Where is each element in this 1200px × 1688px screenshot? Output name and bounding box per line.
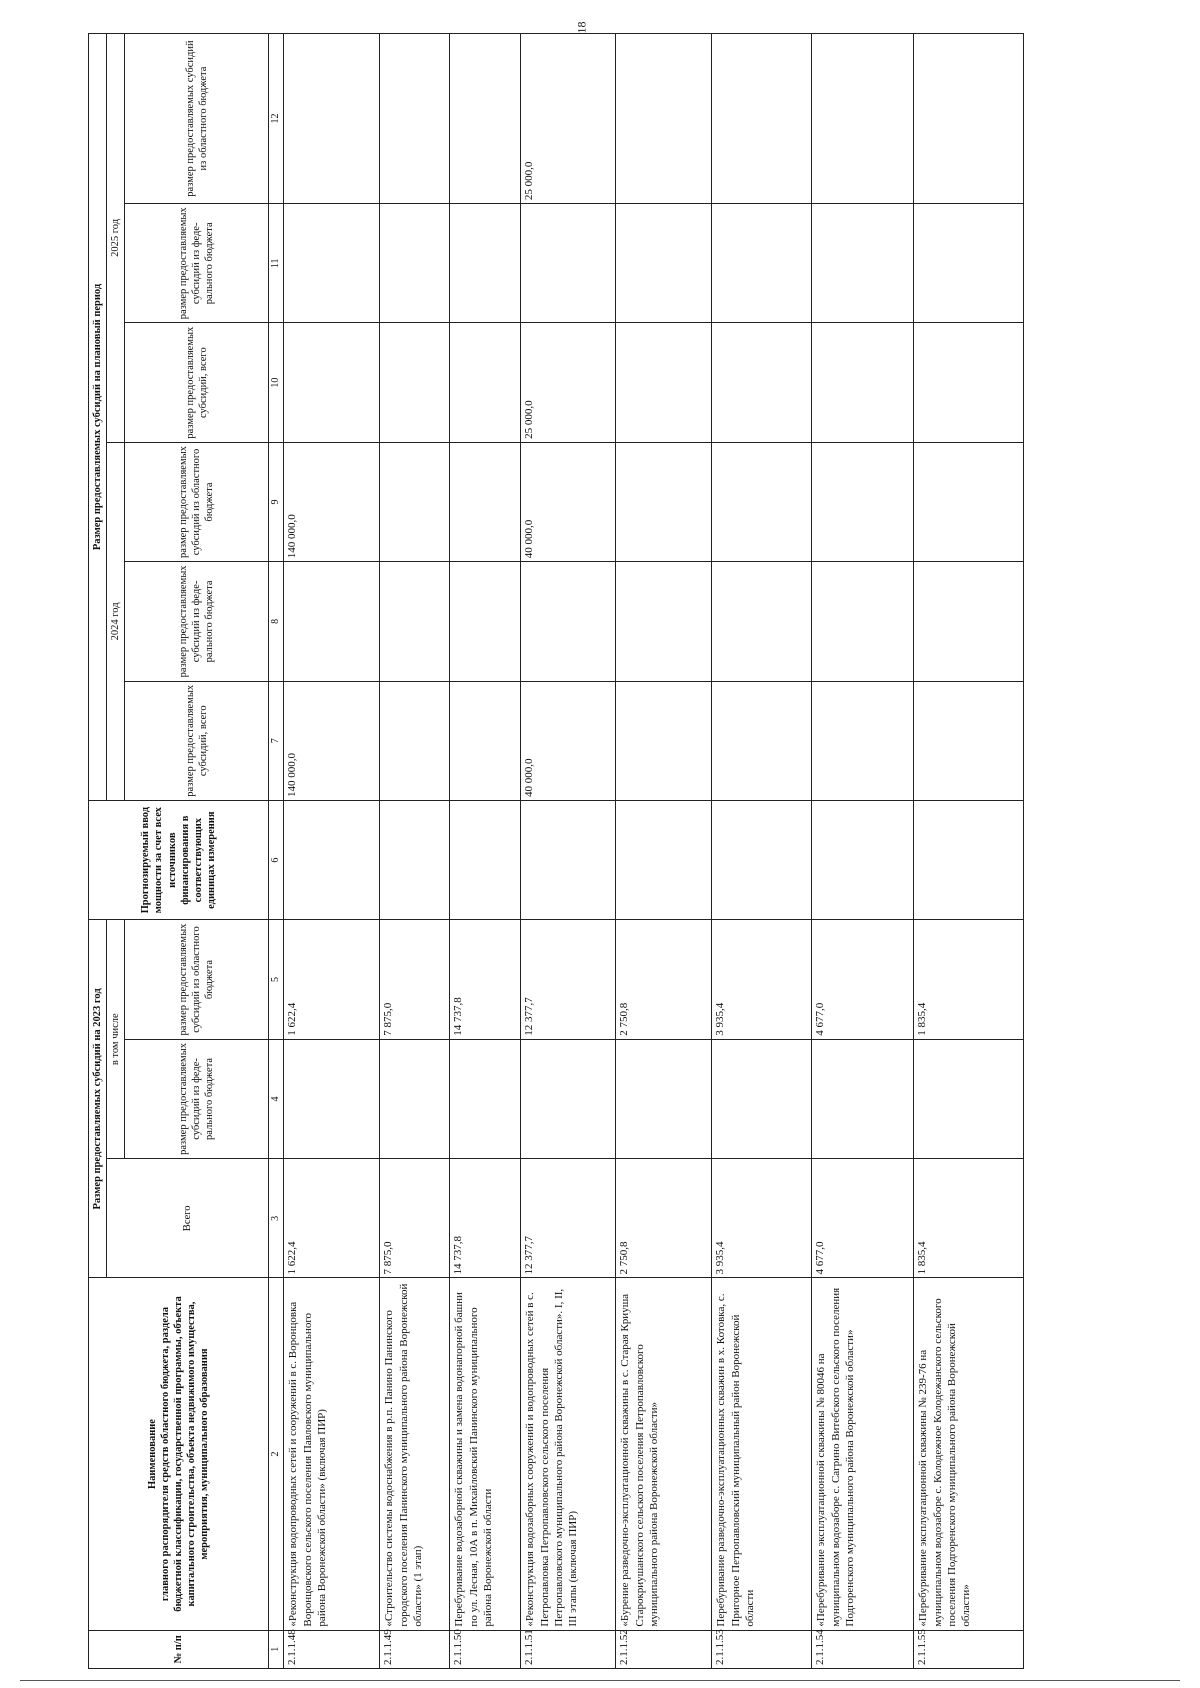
scan-bottom-rule [20, 1680, 1180, 1681]
cell-obl-2023: 1 835,4 [914, 920, 1024, 1039]
cell-fed-2025 [712, 204, 812, 323]
cell-fed-2025 [284, 204, 380, 323]
row-name: «Перебуривание эксплуатационной скважины № 239-76 на муниципальном водозаборе с. Колодежное Колодежанского сельского поселения Подгоренского муниципального района Воронежской области» [914, 1278, 1024, 1630]
header-total-2024 [125, 681, 269, 800]
row-number: 2.1.1.53 [712, 1630, 812, 1668]
row-number: 2.1.1.52 [616, 1630, 712, 1668]
cell-obl-2025: 25 000,0 [521, 34, 616, 204]
cell-fed-2023 [284, 1039, 380, 1158]
cell-fed-2025 [380, 204, 450, 323]
cell-forecast [812, 800, 914, 919]
header-in-that-number [107, 920, 125, 1159]
cell-obl-2023: 2 750,8 [616, 920, 712, 1039]
cell-fed-2025 [616, 204, 712, 323]
cell-obl-2025 [284, 34, 380, 204]
cell-total-2025 [616, 323, 712, 442]
cell-obl-2025 [914, 34, 1024, 204]
row-number: 2.1.1.49 [380, 1630, 450, 1668]
cell-forecast [450, 800, 521, 919]
header-obl-2023-text: размер предоставляемых субсидий из областного бюджета [178, 923, 216, 1036]
header-fed-2025 [125, 204, 269, 323]
cell-fed-2025 [450, 204, 521, 323]
header-plan-text: Размер предоставляемых субсидий на плановый период [92, 283, 103, 551]
table-body [284, 34, 1024, 1669]
cell-total-2024 [914, 681, 1024, 800]
table-row [450, 34, 521, 1669]
header-total-2025-text: размер предоставляемых субсидий, всего [184, 326, 209, 439]
header-obl-2024 [125, 442, 269, 561]
cell-forecast [616, 800, 712, 919]
cell-obl-2025 [616, 34, 712, 204]
cell-obl-2023: 12 377,7 [521, 920, 616, 1039]
col-number: 10 [269, 323, 284, 442]
cell-total-2025: 25 000,0 [521, 323, 616, 442]
header-plan [89, 34, 107, 801]
cell-fed-2023 [521, 1039, 616, 1158]
cell-forecast [284, 800, 380, 919]
header-total [107, 1159, 269, 1278]
cell-obl-2024 [712, 442, 812, 561]
col-number: 3 [269, 1159, 284, 1278]
cell-obl-2024 [812, 442, 914, 561]
header-in-that-number-text: в том числе [110, 1013, 122, 1066]
header-forecast [89, 800, 269, 919]
table-row [616, 34, 712, 1669]
cell-obl-2024 [914, 442, 1024, 561]
header-2023 [89, 920, 107, 1278]
cell-total-2025 [380, 323, 450, 442]
cell-total-2023: 1 622,4 [284, 1159, 380, 1278]
cell-obl-2023: 4 677,0 [812, 920, 914, 1039]
cell-fed-2023 [450, 1039, 521, 1158]
column-number-row [269, 34, 284, 1669]
table-row [284, 34, 380, 1669]
header-fed-2025-text: размер предоставляемых субсидий из феде-рального бюджета [178, 207, 216, 320]
cell-total-2024: 40 000,0 [521, 681, 616, 800]
col-number: 12 [269, 34, 284, 204]
table-row [812, 34, 914, 1669]
row-name: «Перебуривание эксплуатационной скважины № 80046 на муниципальном водозаборе с. Сагрино Витебского сельского поселения Подгоренского муниципального района Воронежской области» [812, 1278, 914, 1630]
cell-total-2025 [712, 323, 812, 442]
cell-total-2025 [914, 323, 1024, 442]
header-2023-text: Размер предоставляемых субсидий на 2023 год [92, 988, 103, 1210]
page-number [567, 20, 597, 34]
header-name-title: Наименование [146, 1419, 158, 1490]
cell-total-2024 [450, 681, 521, 800]
cell-forecast [712, 800, 812, 919]
cell-obl-2025 [450, 34, 521, 204]
table-header [89, 34, 284, 1669]
table-row [914, 34, 1024, 1669]
header-num-text: № п/п [173, 1635, 185, 1664]
cell-total-2023: 3 935,4 [712, 1159, 812, 1278]
cell-total-2025 [450, 323, 521, 442]
cell-obl-2025 [712, 34, 812, 204]
cell-fed-2025 [521, 204, 616, 323]
row-number: 2.1.1.50 [450, 1630, 521, 1668]
header-obl-2024-text: размер предоставляемых субсидий из областного бюджета [178, 446, 216, 558]
cell-total-2024 [712, 681, 812, 800]
table-row [521, 34, 616, 1669]
row-number: 2.1.1.48 [284, 1630, 380, 1668]
cell-fed-2024 [521, 562, 616, 681]
cell-fed-2024 [450, 562, 521, 681]
subsidy-table [88, 33, 1024, 1669]
cell-forecast [914, 800, 1024, 919]
header-obl-2023 [125, 920, 269, 1039]
cell-total-2024: 140 000,0 [284, 681, 380, 800]
cell-obl-2024 [380, 442, 450, 561]
col-number: 7 [269, 681, 284, 800]
row-number: 2.1.1.55 [914, 1630, 1024, 1668]
cell-obl-2024: 140 000,0 [284, 442, 380, 561]
col-number: 9 [269, 442, 284, 561]
cell-total-2023: 2 750,8 [616, 1159, 712, 1278]
cell-obl-2023: 3 935,4 [712, 920, 812, 1039]
cell-forecast [521, 800, 616, 919]
cell-total-2023: 12 377,7 [521, 1159, 616, 1278]
cell-fed-2023 [380, 1039, 450, 1158]
row-name: «Реконструкция водопроводных сетей и сооружений в с. Воронцовка Воронцовского сельского поселения Павловского муниципального района Воронежской области» (включая ПИР) [284, 1278, 380, 1630]
table-row [380, 34, 450, 1669]
rotated-table-wrapper [88, 33, 1133, 1669]
header-name [89, 1278, 269, 1630]
header-name-body: главного распорядителя средств областного бюджета, раздела бюджетной классификации, государственной программы, объекта капитального строительства, объекта недвижимого имущества, мероприятия, муниципального образования [159, 1296, 211, 1612]
header-total-2025 [125, 323, 269, 442]
cell-fed-2023 [616, 1039, 712, 1158]
cell-total-2023: 7 875,0 [380, 1159, 450, 1278]
cell-fed-2024 [284, 562, 380, 681]
col-number: 5 [269, 920, 284, 1039]
cell-fed-2024 [616, 562, 712, 681]
cell-total-2023: 1 835,4 [914, 1159, 1024, 1278]
cell-forecast [380, 800, 450, 919]
row-name: «Реконструкция водозаборных сооружений и водопроводных сетей в с. Петропавловка Петропавловского сельского поселения Петропавловского муниципального района Воронежской области». I, II, III этапы (включая ПИР) [521, 1278, 616, 1630]
header-year-2025 [107, 34, 125, 443]
cell-obl-2025 [380, 34, 450, 204]
col-number: 8 [269, 562, 284, 681]
row-name: «Бурение разведочно-эксплуатационной скважины в с. Старая Криуша Старокриушанского сельского поселения Петропавловского муниципального района Воронежской области» [616, 1278, 712, 1630]
row-number: 2.1.1.54 [812, 1630, 914, 1668]
cell-fed-2025 [812, 204, 914, 323]
cell-obl-2023: 7 875,0 [380, 920, 450, 1039]
header-total-2024-text: размер предоставляемых субсидий, всего [184, 684, 209, 797]
cell-fed-2024 [914, 562, 1024, 681]
cell-fed-2024 [712, 562, 812, 681]
header-fed-2023 [125, 1039, 269, 1158]
header-forecast-text: Прогнозируемый ввод мощности за счет всех источников финансирования в соответствующих единицах измерения [140, 806, 217, 914]
cell-obl-2023: 1 622,4 [284, 920, 380, 1039]
header-year-2025-text: 2025 год [110, 218, 122, 257]
header-fed-2023-text: размер предоставляемых субсидий из феде-рального бюджета [178, 1043, 216, 1155]
header-num [89, 1630, 269, 1668]
cell-obl-2024 [450, 442, 521, 561]
cell-obl-2024 [616, 442, 712, 561]
header-year-2024-text: 2024 год [110, 602, 122, 641]
page-number-text: 18 [574, 21, 589, 34]
cell-total-2024 [380, 681, 450, 800]
row-name: «Строительство системы водоснабжения в р.п. Панино Панинского городского поселения Панинского муниципального района Воронежской области» (1 этап) [380, 1278, 450, 1630]
header-fed-2024-text: размер предоставляемых субсидий из феде-рального бюджета [178, 565, 216, 678]
cell-total-2024 [812, 681, 914, 800]
header-obl-2025 [125, 34, 269, 204]
col-number: 1 [269, 1630, 284, 1668]
cell-total-2024 [616, 681, 712, 800]
cell-fed-2025 [914, 204, 1024, 323]
cell-fed-2023 [914, 1039, 1024, 1158]
col-number: 4 [269, 1039, 284, 1158]
table-row [712, 34, 812, 1669]
cell-obl-2023: 14 737,8 [450, 920, 521, 1039]
cell-total-2023: 14 737,8 [450, 1159, 521, 1278]
col-number: 2 [269, 1278, 284, 1630]
header-fed-2024 [125, 562, 269, 681]
row-name: Перебуривание водозаборной скважины и замена водонапорной башни по ул. Лесная, 10А в п. Михайловский Панинского муниципального района Воронежской области [450, 1278, 521, 1630]
cell-total-2025 [284, 323, 380, 442]
header-year-2024 [107, 442, 125, 800]
cell-obl-2024: 40 000,0 [521, 442, 616, 561]
cell-total-2025 [812, 323, 914, 442]
cell-fed-2023 [812, 1039, 914, 1158]
col-number: 6 [269, 800, 284, 919]
cell-fed-2024 [380, 562, 450, 681]
header-obl-2025-text: размер предоставляемых субсидий из областного бюджета [184, 40, 209, 197]
cell-total-2023: 4 677,0 [812, 1159, 914, 1278]
cell-obl-2025 [812, 34, 914, 204]
cell-fed-2024 [812, 562, 914, 681]
cell-fed-2023 [712, 1039, 812, 1158]
row-name: Перебуривание разведочно-эксплуатационных скважин в х. Котовка, с. Пригорное Петропавловский муниципальный район Воронежской области [712, 1278, 812, 1630]
row-number: 2.1.1.51 [521, 1630, 616, 1668]
col-number: 11 [269, 204, 284, 323]
header-total-text: Всего [182, 1205, 194, 1232]
